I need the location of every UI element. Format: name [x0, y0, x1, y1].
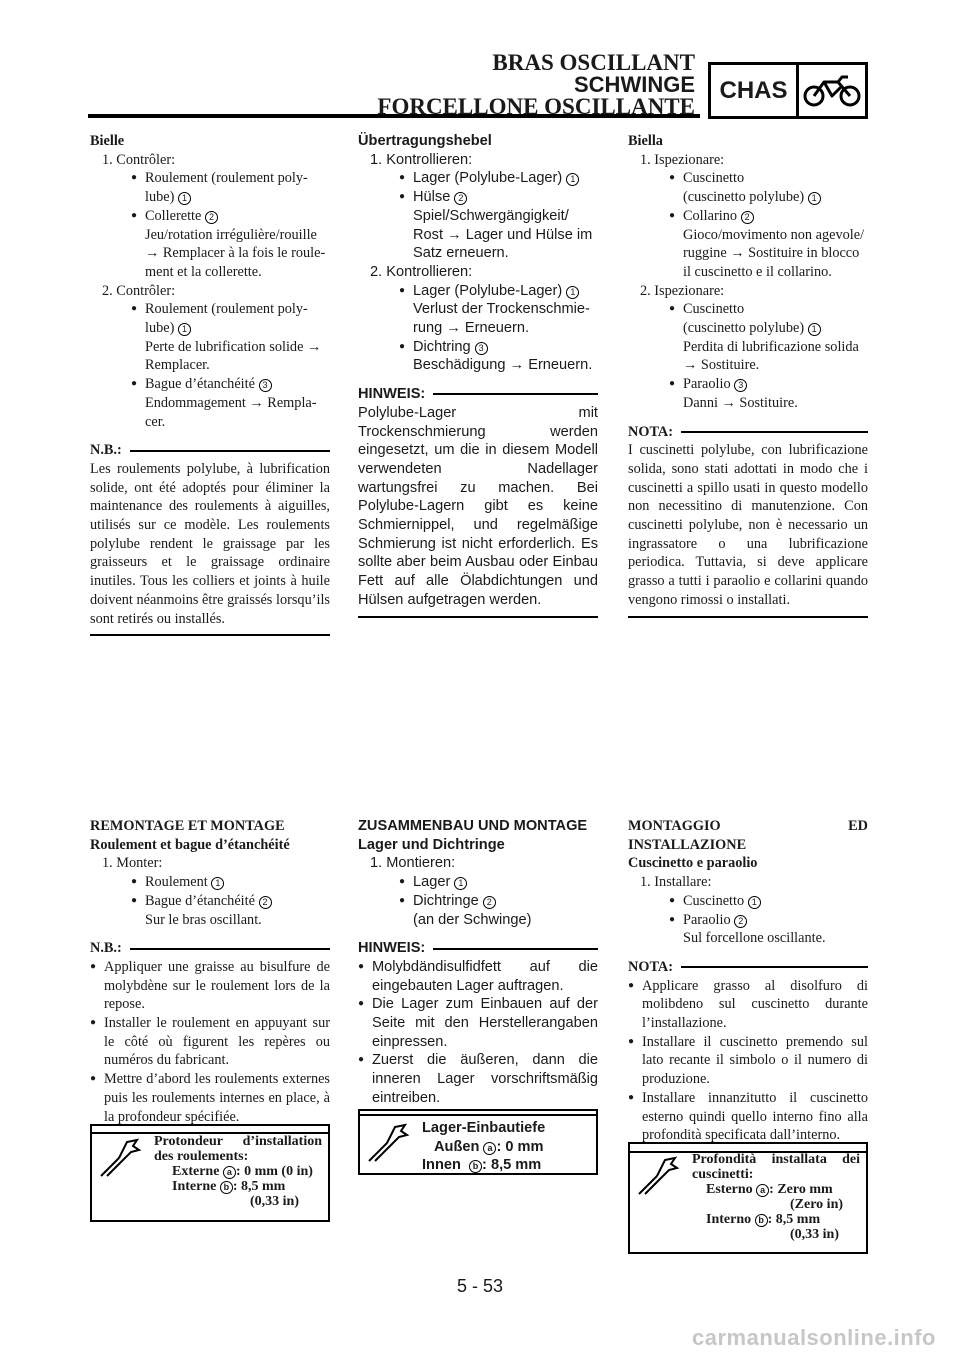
dimension-marker: b — [469, 1160, 482, 1173]
detail: il cuscinetto e il collarino. — [683, 263, 832, 280]
item-text: Roulement (roulement poly- — [145, 170, 308, 187]
heading: Übertragungshebel — [358, 133, 492, 149]
note-label: HINWEIS: — [358, 940, 426, 957]
dimension-marker: a — [483, 1142, 496, 1155]
callout-marker: 1 — [748, 896, 761, 909]
item-text: Bague d’étanchéité — [145, 892, 255, 909]
item-text: ● Cuscinetto — [628, 300, 868, 319]
wrench-icon — [630, 1144, 686, 1252]
step: 2. Kontrollieren: — [370, 263, 473, 280]
note-label: N.B.: — [90, 940, 122, 957]
spec-value: 0 mm — [505, 1138, 544, 1155]
note-item: ● Molybdändisulfidfett auf die eingebauten Lager auftragen. — [358, 958, 598, 995]
detail: ruggine → Sostituire in blocco — [683, 245, 860, 262]
item-text: (cuscinetto polylube) — [683, 320, 805, 337]
callout-marker: 3 — [734, 379, 747, 392]
note-item: ● Zuerst die äußeren, dann die inneren Lager vorschriftsmäßig eintreiben. — [358, 1051, 598, 1107]
subheading: Lager und Dichtringe — [358, 836, 505, 853]
detail: Rost → Lager und Hülse im — [413, 226, 593, 243]
callout-marker: 1 — [808, 323, 821, 336]
note-item: ● Installer le roulement en appuyant sur le côté où figurent les repères ou numéros du fabricant. — [90, 1014, 330, 1070]
callout-marker: 1 — [566, 286, 579, 299]
callout-marker: 3 — [259, 379, 272, 392]
detail: Satz erneuern. — [413, 245, 509, 262]
heading: Biella — [628, 133, 663, 149]
subheading: Roulement et bague d’étanchéité — [90, 836, 290, 853]
item-text: Collarino — [683, 207, 738, 224]
step: 2. Ispezionare: — [640, 282, 725, 299]
detail: → Sostituire. — [683, 357, 760, 374]
detail: ment et la collerette. — [145, 263, 262, 280]
title-italian: FORCELLONE OSCILLANTE — [377, 94, 695, 119]
bottom-italian-column — [628, 817, 868, 1153]
step: 1. Installare: — [640, 874, 712, 891]
item-text: Cuscinetto — [683, 892, 745, 909]
top-italian-column — [628, 132, 868, 618]
note-item: ● Installare innanzitutto il cuscinetto esterno quindi quello interno fino alla profondità specificata dall’interno. — [628, 1089, 868, 1145]
note-header — [628, 423, 868, 442]
detail: Beschädigung → Erneuern. — [413, 357, 593, 374]
detail: Remplacer. — [145, 357, 210, 374]
note-label: N.B.: — [90, 442, 122, 459]
step: 1. Montieren: — [370, 855, 456, 872]
item-text: Hülse — [413, 189, 451, 206]
note-header — [358, 939, 598, 958]
dimension-marker: a — [756, 1184, 769, 1197]
callout-marker: 3 — [475, 342, 488, 355]
spec-box-italian: Profondità installata dei cuscinetti: Esterno a : Zero mm (Zero in) Interno b : 8,5 mm (0,33 in) — [628, 1142, 868, 1254]
spec-value: (0,33 in) — [790, 1227, 839, 1242]
spec-value: 8,5 mm — [775, 1212, 821, 1227]
section-title-block — [377, 52, 695, 118]
heading: Bielle — [90, 133, 125, 149]
detail: Perte de lubrification solide → — [145, 338, 322, 355]
callout-marker: 2 — [454, 192, 467, 205]
note-end-rule — [628, 616, 868, 618]
note-end-rule — [358, 616, 598, 618]
callout-marker: 1 — [211, 877, 224, 890]
detail: cer. — [145, 413, 166, 430]
note-header — [628, 958, 868, 977]
dimension-marker: a — [223, 1166, 236, 1179]
spec-label: Externe — [172, 1164, 220, 1179]
note-end-rule — [90, 634, 330, 636]
spec-label: Esterno — [706, 1182, 753, 1197]
item-text: Collerette — [145, 207, 202, 224]
spec-box-french: Protondeur d’installation des roulements: Externe a : 0 mm (0 in) Interne b : 8,5 mm (0,33 in) — [90, 1124, 330, 1222]
spec-value: 8,5 mm — [241, 1179, 286, 1194]
detail: → Remplacer à la fois le roule- — [145, 245, 326, 262]
spec-title: Profondità installata dei cuscinetti: — [692, 1152, 860, 1182]
callout-marker: 2 — [483, 896, 496, 909]
note-text: Les roulements polylube, à lubrification solide, ont été adoptés pour éliminer la maintenance des roulements à aiguilles, utilisés sur ce modèle. Les roulements polylube rendent le graissage par les graisseurs et le graissage ordinaire inutiles. Tous les colliers et joints à huile doivent néanmoins être graissés lorsqu’ils sont retirés ou installés. — [90, 460, 330, 627]
note-label: NOTA: — [628, 423, 674, 440]
top-german-column — [358, 132, 598, 618]
callout-marker: 1 — [178, 323, 191, 336]
spec-value: 0 mm (0 in) — [244, 1164, 313, 1179]
note-text: Polylube-Lager mit Trockenschmierung werden eingesetzt, um die in diesem Modell verwendeten Nadellager wartungsfrei zu machen. Bei Polylube-Lagern gibt es keine Schmiernippel, und regelmäßige Schmierung ist nicht erforderlich. Es sollte aber beim Ausbau oder Einbau Fett auf alle Ölabdichtungen und Hülsen aufgetragen werden. — [358, 404, 598, 608]
spec-label: Innen — [422, 1157, 461, 1174]
callout-marker: 2 — [205, 211, 218, 224]
chapter-badge-label: CHAS — [711, 65, 799, 116]
subheading: Cuscinetto e paraolio — [628, 855, 758, 872]
item-text: Roulement — [145, 874, 208, 891]
note-item: ● Appliquer une graisse au bisulfure de molybdène sur le roulement lors de la repose. — [90, 958, 330, 1014]
note-item: ● Applicare grasso al disolfuro di molibdeno sul cuscinetto durante l’installazione. — [628, 977, 868, 1033]
detail: Gioco/movimento non agevole/ — [683, 226, 865, 243]
step: 1. Contrôler: — [102, 151, 176, 168]
callout-marker: 1 — [566, 173, 579, 186]
title-french: BRAS OSCILLANT — [492, 50, 695, 75]
spec-title: Protondeur d’installation des roulements: — [154, 1134, 322, 1164]
note-label: NOTA: — [628, 958, 674, 975]
item-text: lube) — [145, 320, 175, 337]
header-rule — [88, 114, 700, 118]
callout-marker: 2 — [734, 915, 747, 928]
heading: ZUSAMMENBAU UND MONTAGE — [358, 818, 588, 834]
top-french-column — [90, 132, 330, 636]
note-item: ● Installare il cuscinetto premendo sul lato recante il simbolo o il numero di produzione. — [628, 1033, 868, 1089]
callout-marker: 2 — [259, 896, 272, 909]
item-text: Lager — [413, 874, 451, 891]
item-text: lube) — [145, 189, 175, 206]
detail: Spiel/Schwergängigkeit/ — [413, 207, 569, 224]
detail: Verlust der Trockenschmie- — [413, 301, 590, 318]
heading: MONTAGGIO ED INSTALLAZIONE — [628, 818, 868, 853]
watermark: carmanualsonline.info — [692, 1325, 936, 1350]
item-text: (cuscinetto polylube) — [683, 189, 805, 206]
detail: Danni → Sostituire. — [683, 394, 798, 411]
note-item: ● Mettre d’abord les roulements externes puis les roulements internes en place, à la profondeur spécifiée. — [90, 1070, 330, 1126]
callout-marker: 1 — [178, 192, 191, 205]
spec-value: Zero mm — [777, 1182, 833, 1197]
spec-title: Lager-Einbautiefe — [422, 1120, 546, 1136]
item-text: Roulement (roulement poly- — [145, 301, 308, 318]
spec-label: Außen — [434, 1138, 480, 1155]
chapter-badge — [708, 62, 868, 119]
item-text: Paraolio — [683, 911, 731, 928]
note-header — [358, 385, 598, 404]
note-header — [90, 939, 330, 958]
callout-marker: 1 — [454, 877, 467, 890]
page-number: 5 - 53 — [456, 1276, 504, 1296]
note-label: HINWEIS: — [358, 386, 426, 403]
item-text: Dichtringe — [413, 892, 479, 909]
step: 1. Ispezionare: — [640, 151, 725, 168]
wrench-icon — [360, 1111, 416, 1173]
detail: Sur le bras oscillant. — [145, 911, 262, 928]
detail: (an der Schwinge) — [413, 911, 532, 928]
note-header — [90, 441, 330, 460]
spec-value: (Zero in) — [790, 1197, 844, 1212]
dimension-marker: b — [220, 1181, 233, 1194]
detail: rung → Erneuern. — [413, 320, 530, 337]
step: 2. Contrôler: — [102, 282, 176, 299]
item-text: Dichtring — [413, 338, 471, 355]
callout-marker: 1 — [808, 192, 821, 205]
spec-value: (0,33 in) — [250, 1194, 299, 1209]
note-item: ● Die Lager zum Einbauen auf der Seite mit den Herstellerangaben einpressen. — [358, 995, 598, 1051]
item-text: Lager (Polylube-Lager) — [413, 170, 563, 187]
note-text: I cuscinetti polylube, con lubrificazione solida, sono stati adottati in modo che i cuscinetti a spillo usati in questo modello non necessitino di manutenzione. Con cuscinetti polylube, non è necessario un ingrassatore o una lubrificazione periodica. Tuttavia, si deve applicare grasso a tutti i paraolio e collarini quando vengono rimossi o installati. — [628, 442, 868, 608]
heading: REMONTAGE ET MONTAGE — [90, 818, 285, 834]
dimension-marker: b — [755, 1214, 768, 1227]
wrench-icon — [92, 1126, 148, 1220]
detail: Jeu/rotation irrégulière/rouille — [145, 226, 317, 243]
spec-label: Interno — [706, 1212, 752, 1227]
step: 1. Kontrollieren: — [370, 151, 473, 168]
bottom-german-column — [358, 817, 598, 1116]
bottom-french-column — [90, 817, 330, 1134]
step: 1. Monter: — [102, 855, 163, 872]
spec-label: Interne — [172, 1179, 217, 1194]
callout-marker: 2 — [741, 211, 754, 224]
motorcycle-icon — [799, 65, 865, 116]
item-text: Paraolio — [683, 376, 731, 393]
spec-box-german: Lager-Einbautiefe Außen a : 0 mm Innen b : 8,5 mm — [358, 1109, 598, 1175]
item-text: Lager (Polylube-Lager) — [413, 282, 563, 299]
detail: Sul forcellone oscillante. — [683, 930, 826, 947]
spec-value: 8,5 mm — [490, 1157, 542, 1174]
title-german: SCHWINGE — [574, 72, 695, 97]
item-text: ● Cuscinetto — [628, 169, 868, 188]
detail: Endommagement → Rempla- — [145, 394, 317, 411]
item-text: Bague d’étanchéité — [145, 376, 255, 393]
detail: Perdita di lubrificazione solida — [683, 338, 859, 355]
